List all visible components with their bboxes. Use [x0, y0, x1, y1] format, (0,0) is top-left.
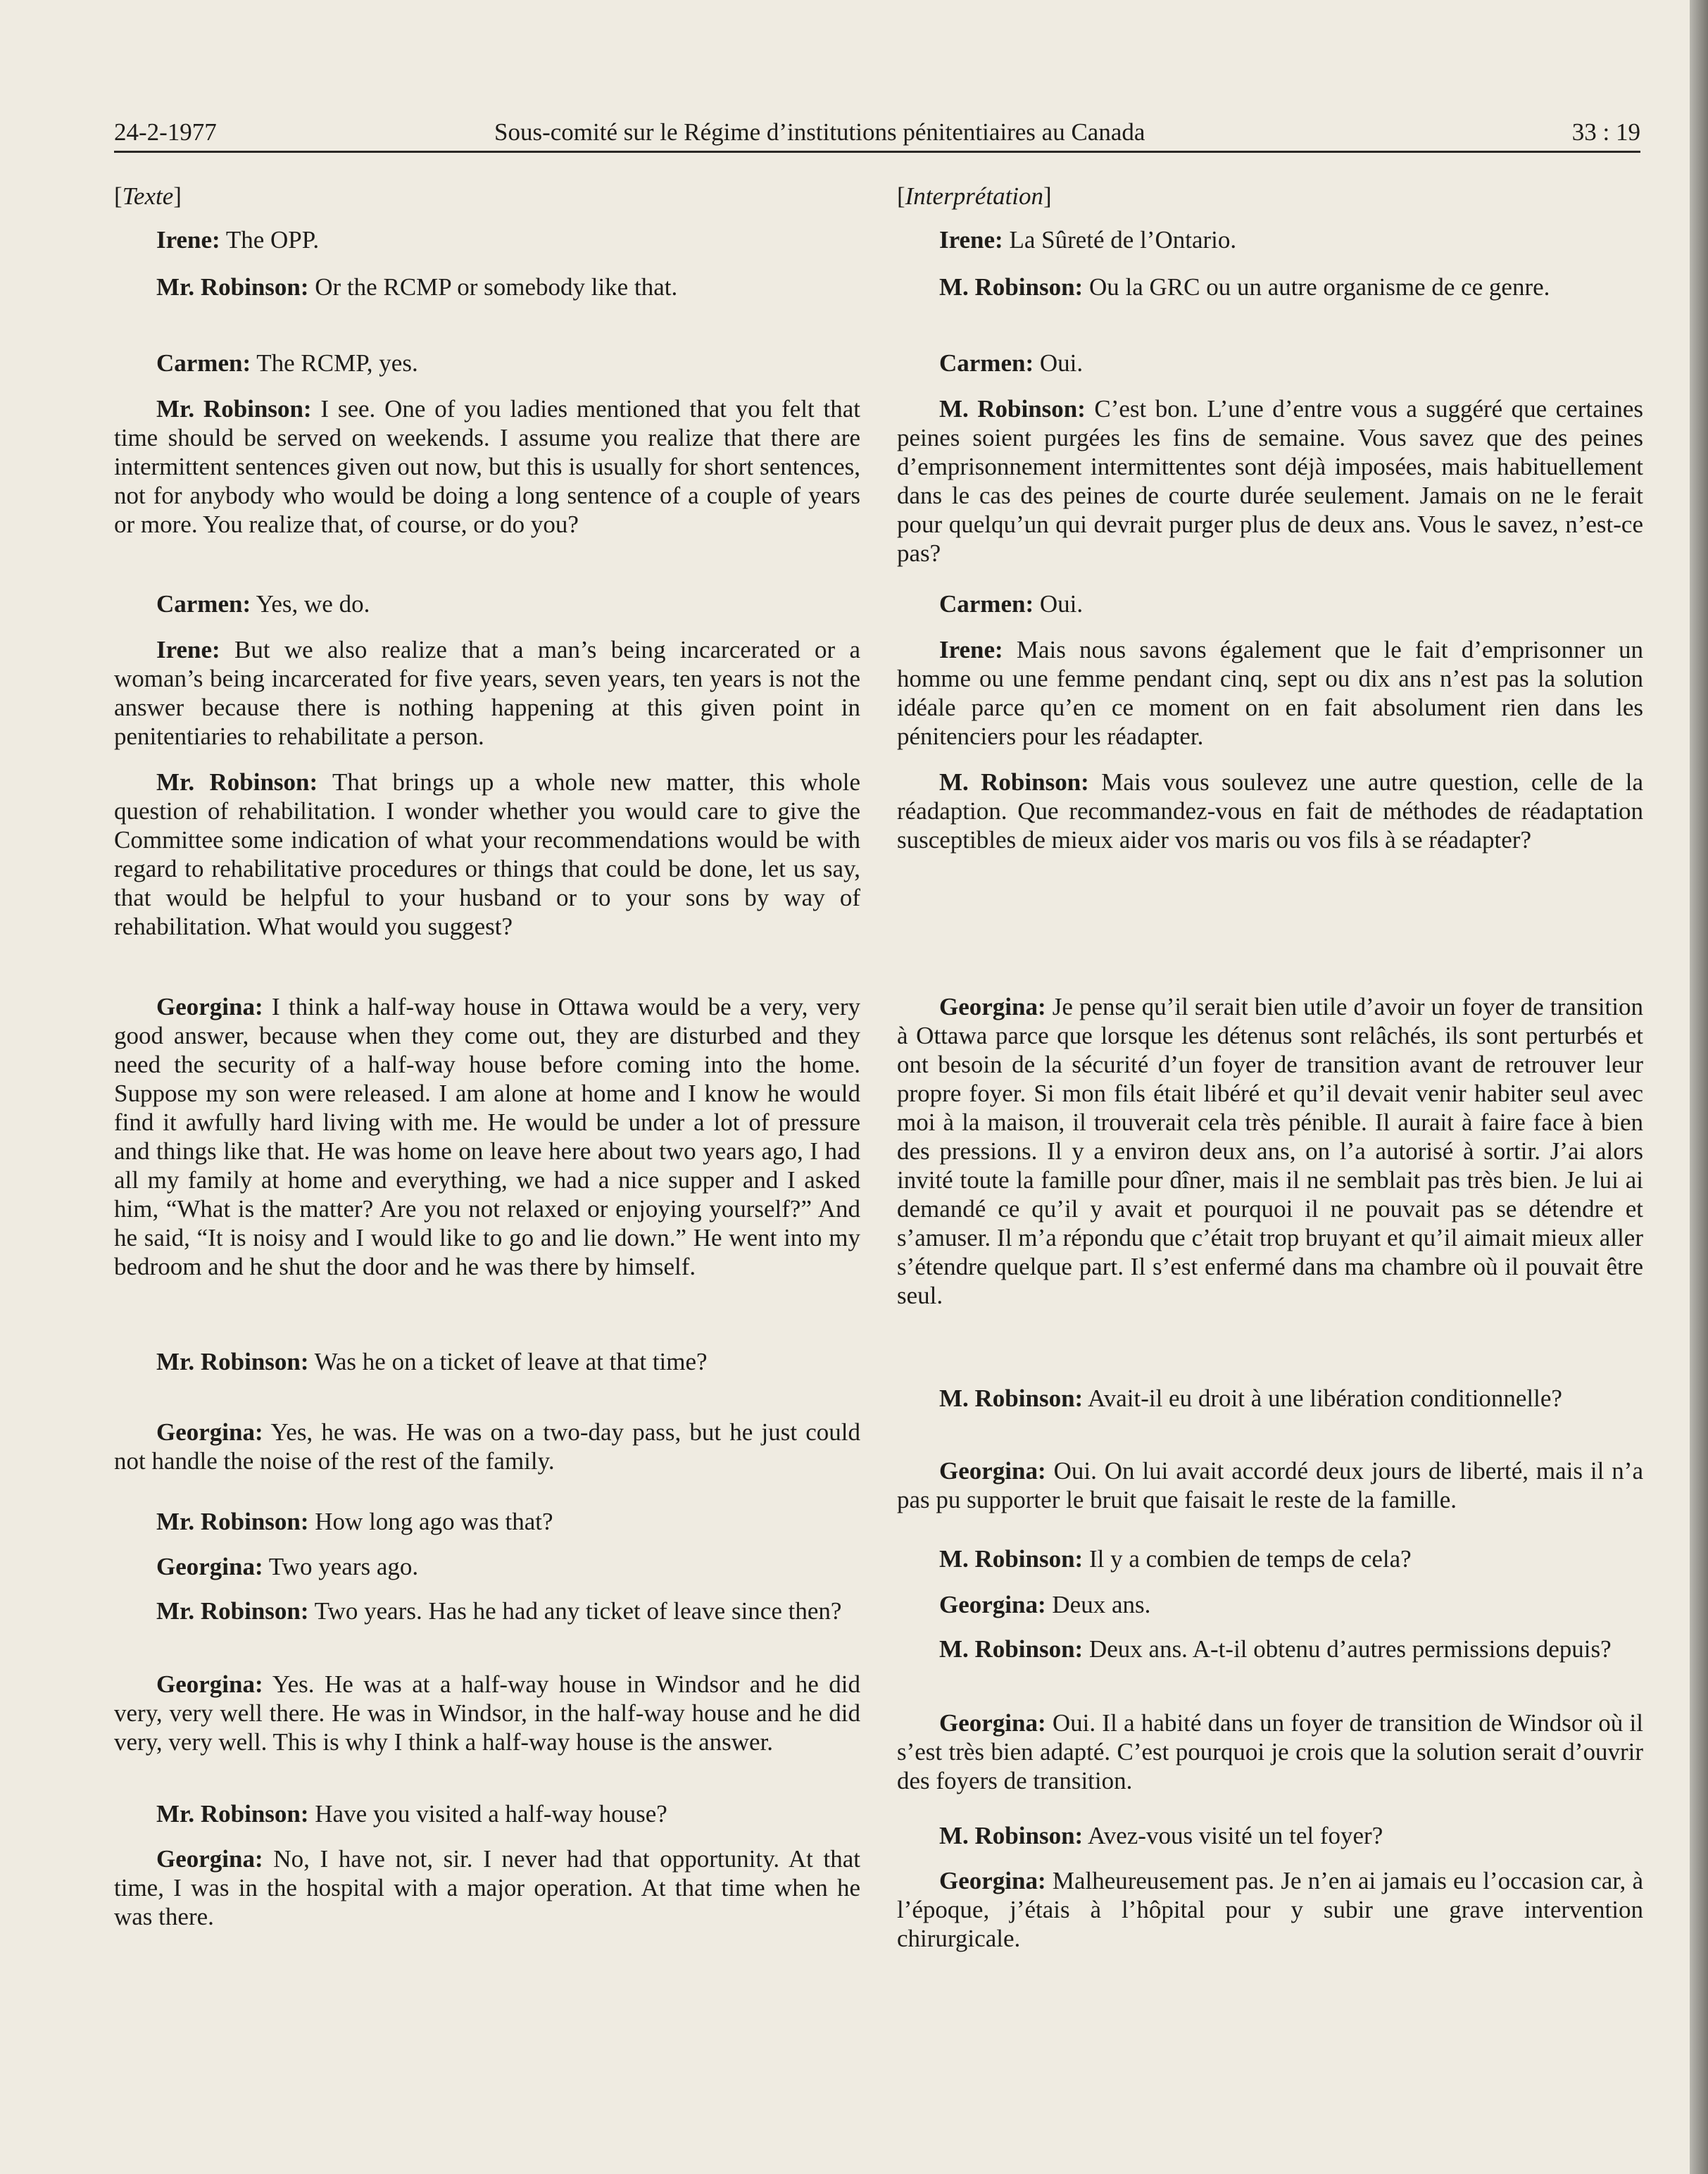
speech-text: Two years. Has he had any ticket of leave since then? [308, 1597, 842, 1625]
dialogue-paragraph [114, 1844, 860, 1931]
speaker-name: Georgina: [156, 993, 263, 1020]
speech-text: The OPP. [220, 226, 320, 254]
dialogue-paragraph [114, 349, 860, 377]
speaker-name: Georgina: [939, 1867, 1046, 1894]
speech-text: Was he on a ticket of leave at that time? [308, 1348, 708, 1375]
speaker-name: Georgina: [939, 1709, 1046, 1737]
speaker-name: Mr. Robinson: [156, 1348, 309, 1375]
dialogue-paragraph [114, 992, 860, 1281]
speech-text: The RCMP, yes. [251, 349, 418, 377]
page-edge [1690, 0, 1708, 2174]
dialogue-paragraph [897, 1590, 1643, 1619]
speech-text: But we also realize that a man’s being incarcerated or a woman’s being incarcerated for five years, seven years, ten years is not the answer because there is nothing happening at this given point in penitentiaries to rehabilitate a person. [114, 636, 860, 750]
speech-text: Ou la GRC ou un autre organisme de ce genre. [1083, 273, 1550, 301]
header-rule [114, 151, 1640, 153]
speech-text: Malheureusement pas. Je n’en ai jamais eu l’occasion car, à l’époque, j’étais à l’hôpital pour y subir une grave intervention chirurgicale. [897, 1867, 1643, 1952]
speaker-name: Mr. Robinson: [156, 1800, 309, 1828]
speaker-name: Mr. Robinson: [156, 1508, 309, 1535]
speaker-name: Georgina: [939, 1457, 1046, 1485]
dialogue-paragraph [114, 273, 860, 301]
dialogue-paragraph [897, 1635, 1643, 1663]
speech-text: Avait-il eu droit à une libération conditionnelle? [1083, 1385, 1562, 1412]
dialogue-paragraph [897, 635, 1643, 751]
speaker-name: M. Robinson: [939, 1545, 1084, 1573]
speech-text: Yes, we do. [251, 590, 370, 618]
dialogue-paragraph [897, 394, 1643, 568]
speaker-name: M. Robinson: [939, 273, 1084, 301]
speech-text: C’est bon. L’une d’entre vous a suggéré que certaines peines soient purgées les fins de semaine. Vous savez que des peines d’emprisonnement intermittentes sont déjà imposées, mais habituellement dans le cas des peines de courte durée seulement. Jamais on ne le ferait pour quelqu’un qui devrait purger plus de deux ans. Vous le savez, n’est-ce pas? [897, 395, 1643, 567]
speaker-name: Georgina: [939, 1591, 1046, 1618]
speaker-name: Mr. Robinson: [156, 273, 309, 301]
speaker-name: Carmen: [156, 590, 251, 618]
speech-text: Oui. On lui avait accordé deux jours de liberté, mais il n’a pas pu supporter le bruit que faisait le reste de la famille. [897, 1457, 1643, 1513]
section-label: [Interprétation] [897, 182, 1052, 210]
dialogue-paragraph [114, 1597, 860, 1625]
dialogue-paragraph [897, 1708, 1643, 1795]
page-header [114, 113, 1640, 151]
speech-text: Yes, he was. He was on a two-day pass, but he just could not handle the noise of the rest of the family. [114, 1418, 860, 1475]
dialogue-paragraph [114, 589, 860, 618]
header-title: Sous-comité sur le Régime d’institutions pénitentiaires au Canada [494, 118, 1145, 146]
speaker-name: Irene: [156, 636, 220, 663]
dialogue-paragraph [897, 1821, 1643, 1850]
speech-text: Mais nous savons également que le fait d’emprisonner un homme ou une femme pendant cinq, sept ou dix ans n’est pas la solution idéale parce qu’en ce moment on en fait absolument rien dans les pénitenciers pour les réadapter. [897, 636, 1643, 750]
dialogue-paragraph [897, 1456, 1643, 1514]
dialogue-paragraph [114, 1799, 860, 1828]
speech-text: Yes. He was at a half-way house in Windsor and he did very, very well there. He was in Windsor, in the half-way house and he did very, very well. This is why I think a half-way house is the answer. [114, 1670, 860, 1756]
speaker-name: M. Robinson: [939, 768, 1089, 796]
speech-text: No, I have not, sir. I never had that opportunity. At that time, I was in the hospital with a major operation. At that time when he was there. [114, 1845, 860, 1930]
dialogue-paragraph [114, 225, 860, 254]
speaker-name: Mr. Robinson: [156, 395, 312, 423]
speech-text: Or the RCMP or somebody like that. [308, 273, 678, 301]
dialogue-paragraph [897, 589, 1643, 618]
dialogue-paragraph [897, 349, 1643, 377]
speech-text: Have you visited a half-way house? [308, 1800, 667, 1828]
dialogue-paragraph [114, 635, 860, 751]
speech-text: How long ago was that? [308, 1508, 553, 1535]
speech-text: I see. One of you ladies mentioned that you felt that time should be served on weekends. I assume you realize that there are intermittent sentences given out now, but this is usually for short sentences, not for anybody who would be doing a long sentence of a couple of years or more. You realize that, of course, or do you? [114, 395, 861, 538]
speaker-name: Carmen: [156, 349, 251, 377]
speech-text: Deux ans. [1045, 1591, 1151, 1618]
dialogue-paragraph [897, 273, 1643, 301]
dialogue-paragraph [897, 1866, 1643, 1953]
speaker-name: Georgina: [156, 1553, 263, 1580]
speaker-name: Irene: [156, 226, 220, 254]
dialogue-paragraph [114, 1670, 860, 1756]
speaker-name: Irene: [939, 636, 1003, 663]
speaker-name: M. Robinson: [939, 395, 1086, 423]
dialogue-paragraph [897, 768, 1643, 854]
speech-text: Il y a combien de temps de cela? [1083, 1545, 1412, 1573]
dialogue-paragraph [114, 768, 860, 941]
speaker-name: Carmen: [939, 590, 1034, 618]
speaker-name: Georgina: [156, 1845, 263, 1873]
speaker-name: Georgina: [939, 993, 1046, 1020]
speaker-name: Georgina: [156, 1418, 263, 1446]
dialogue-paragraph [897, 992, 1643, 1310]
section-label: [Texte] [114, 182, 182, 210]
speech-text: That brings up a whole new matter, this whole question of rehabilitation. I wonder whether you would care to give the Committee some indication of what your recommendations would be with regard to rehabilitative procedures or things that could be done, let us say, that would be helpful to your husband or to your sons by way of rehabilitation. What would you suggest? [114, 768, 860, 940]
speaker-name: Mr. Robinson: [156, 1597, 309, 1625]
dialogue-paragraph [114, 1418, 860, 1475]
speaker-name: Carmen: [939, 349, 1034, 377]
speech-text: Deux ans. A-t-il obtenu d’autres permissions depuis? [1083, 1635, 1612, 1663]
speaker-name: Mr. Robinson: [156, 768, 318, 796]
speaker-name: M. Robinson: [939, 1385, 1084, 1412]
header-date: 24-2-1977 [114, 118, 217, 146]
dialogue-paragraph [897, 1384, 1643, 1413]
speech-text: Oui. [1034, 349, 1084, 377]
speech-text: Oui. [1034, 590, 1084, 618]
dialogue-paragraph [114, 1552, 860, 1581]
dialogue-paragraph [114, 394, 860, 539]
dialogue-paragraph [897, 225, 1643, 254]
speaker-name: M. Robinson: [939, 1822, 1084, 1849]
header-page-number: 33 : 19 [1571, 118, 1640, 146]
speech-text: Je pense qu’il serait bien utile d’avoir un foyer de transition à Ottawa parce que lorsque les détenus sont relâchés, ils sont perturbés et ont besoin de la sécurité d’un foyer de transition avant de retrouver leur propre foyer. Si mon fils était libéré et qu’il devait venir habiter seul avec moi à la maison, il trouverait cela très pénible. Il aurait à faire face à bien des pressions. Il y a environ deux ans, on l’a autorisé à sortir. J’ai alors invité toute la famille pour dîner, mais il ne semblait pas très bien. Je lui ai demandé ce qu’il y avait et pourquoi il ne pouvait pas se détendre et s’amuser. Il m’a répondu que c’était trop bruyant et qu’il aimait mieux aller s’étendre quelque part. Il s’est enfermé dans ma chambre où il pouvait être seul. [897, 993, 1643, 1309]
dialogue-paragraph [114, 1507, 860, 1536]
speech-text: I think a half-way house in Ottawa would be a very, very good answer, because when they come out, they are disturbed and they need the security of a half-way house before coming into the home. Suppose my son were released. I am alone at home and I know he would find it awfully hard living with me. He would be under a lot of pressure and things like that. He was home on leave here about two years ago, I had all my family at home and everything, we had a nice supper and I asked him, “What is the matter? Are you not relaxed or enjoying yourself?” And he said, “It is noisy and I would like to go and lie down.” He went into my bedroom and he shut the door and he was there by himself. [114, 993, 860, 1280]
speech-text: Two years ago. [263, 1553, 419, 1580]
speaker-name: Georgina: [156, 1670, 263, 1698]
dialogue-paragraph [897, 1544, 1643, 1573]
speech-text: La Sûreté de l’Ontario. [1003, 226, 1237, 254]
speech-text: Avez-vous visité un tel foyer? [1083, 1822, 1383, 1849]
speaker-name: M. Robinson: [939, 1635, 1084, 1663]
speaker-name: Irene: [939, 226, 1003, 254]
speech-text: Mais vous soulevez une autre question, celle de la réadaption. Que recommandez-vous en fait de méthodes de réadaptation susceptibles de mieux aider vos maris ou vos fils à se réadapter? [897, 768, 1643, 854]
speech-text: Oui. Il a habité dans un foyer de transition de Windsor où il s’est très bien adapté. C’est pourquoi je crois que la solution serait d’ouvrir des foyers de transition. [897, 1709, 1643, 1794]
dialogue-paragraph [114, 1347, 860, 1376]
